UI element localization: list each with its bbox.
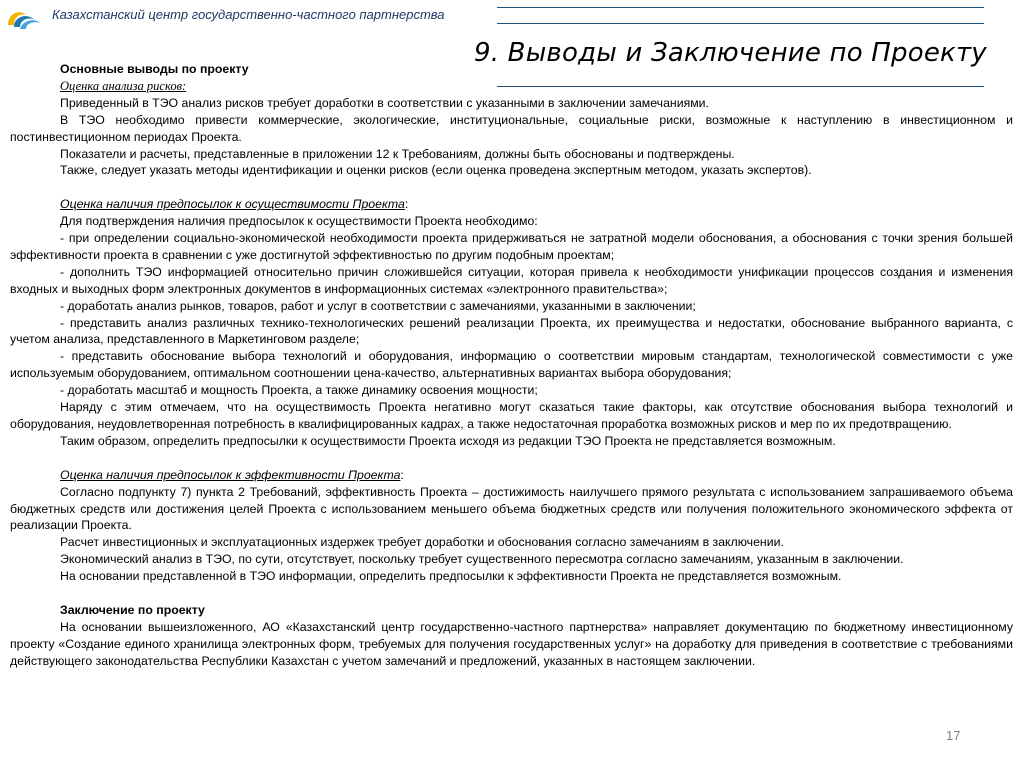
list-item: - представить обоснование выбора технологий и оборудования, информацию о соответствии мировым стандартам, технологической совместимости с уже используемым оборудованием, оптимальном соотношении цена-качество, альтернативных вариантах выбора оборудования;	[10, 349, 1013, 381]
header-bar	[0, 0, 1024, 32]
efficiency-paragraph: Согласно подпункту 7) пункта 2 Требований, эффективность Проекта – достижимость наилучшего прямого результата с использованием запрашиваемого объема бюджетных средств или достижения целей Проекта с использованием меньшего объема бюджетных средств или получения положительного экономического эффекта от реализации Проекта.	[10, 484, 1013, 533]
document-body	[10, 61, 1013, 670]
organization-name: Казахстанский центр государственно-частного партнерства	[52, 7, 445, 22]
kcgcp-logo-icon	[4, 5, 44, 33]
feasibility-conclusion: Таким образом, определить предпосылки к осуществимости Проекта исходя из редакции ТЭО Проекта не представляется возможным.	[60, 433, 836, 448]
list-item: - доработать анализ рынков, товаров, работ и услуг в соответствии с замечаниями, указанными в заключении;	[60, 298, 696, 313]
feasibility-factors: Наряду с этим отмечаем, что на осуществимость Проекта негативно могут сказаться такие факторы, как отсутствие обоснования выбора технологий и оборудования, неудовлетворенная потребность в квалифицированных кадрах, а также недостаточная проработка возможных рисков и мер по их предотвращению.	[10, 400, 1013, 432]
efficiency-heading-colon: :	[400, 467, 404, 482]
risk-paragraph: Приведенный в ТЭО анализ рисков требует доработки в соответствии с указанными в заключении замечаниями.	[60, 95, 709, 110]
list-item: - при определении социально-экономической необходимости проекта придерживаться не затратной модели обоснования, а обоснования с точки зрения большей эффективности проекта в сравнении с уже достигнутой эффективностью по другим подобным проектам;	[10, 231, 1013, 262]
risk-paragraph: Также, следует указать методы идентификации и оценки рисков (если оценка проведена экспертным методом, указать экспертов).	[60, 163, 812, 178]
list-item: - дополнить ТЭО информацией относительно причин сложившейся ситуации, которая привела к необходимости унификации процессов создания и изменения входных и выходных форм электронных документов в информационных системах «электронного правительства»;	[10, 264, 1013, 296]
list-item: - доработать масштаб и мощность Проекта, а также динамику освоения мощности;	[60, 383, 538, 398]
final-conclusion-heading: Заключение по проекту	[60, 602, 205, 617]
risk-paragraph: Показатели и расчеты, представленные в приложении 12 к Требованиям, должны быть обоснованы и подтверждены.	[60, 146, 735, 161]
efficiency-paragraph: Расчет инвестиционных и эксплуатационных издержек требует доработки и обоснования согласно замечаниям в заключении.	[60, 535, 784, 550]
page-number: 17	[946, 728, 961, 743]
risk-heading: Оценка анализа рисков:	[60, 78, 187, 93]
list-item: - представить анализ различных технико-технологических решений реализации Проекта, их преимущества и недостатки, обоснование выбранного варианта, с учетом анализа, представленного в Маркетинговом разделе;	[10, 315, 1013, 347]
final-conclusion-paragraph: На основании вышеизложенного, АО «Казахстанский центр государственно-частного партнерства» направляет документацию по бюджетному инвестиционному проекту «Создание единого хранилища электронных форм, требуемых для получения государственных услуг» на доработку для приведения в соответствие с требованиями действующего законодательства Республики Казахстан с учетом замечаний и предложений, указанных в настоящем заключении.	[10, 619, 1013, 668]
risk-paragraph: В ТЭО необходимо привести коммерческие, экологические, институциональные, социальные риски, возможные к наступлению в инвестиционном и постинвестиционном периодах Проекта.	[10, 112, 1013, 144]
feasibility-intro: Для подтверждения наличия предпосылок к осуществимости Проекта необходимо:	[60, 214, 538, 229]
slide-title: 9. Выводы и Заключение по Проекту	[474, 38, 987, 68]
main-conclusions-heading: Основные выводы по проекту	[60, 62, 249, 76]
feasibility-heading-colon: :	[404, 197, 409, 212]
efficiency-paragraph: Экономический анализ в ТЭО, по сути, отсутствует, поскольку требует существенного пересмотра согласно замечаниям, указанным в заключении.	[60, 552, 904, 567]
header-line-top	[497, 7, 984, 8]
efficiency-paragraph: На основании представленной в ТЭО информации, определить предпосылки к эффективности Проекта не представляется возможным.	[60, 569, 842, 584]
efficiency-heading: Оценка наличия предпосылок к эффективности Проекта	[60, 467, 401, 482]
feasibility-heading: Оценка наличия предпосылок к осуществимости Проекта	[60, 197, 405, 212]
header-line-middle	[497, 23, 984, 24]
